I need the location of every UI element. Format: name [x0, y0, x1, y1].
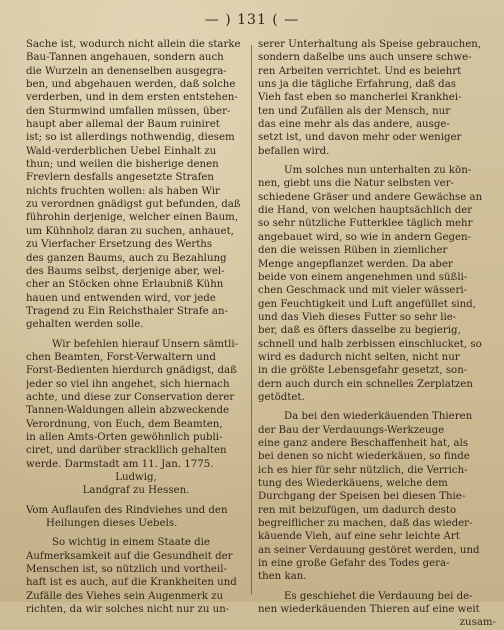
- text-line: und das Vieh dieses Futter so sehr lie-: [258, 311, 457, 323]
- text-line: des Baums selbst, derjenige aber, wel-: [26, 265, 225, 277]
- text-line: Es geschiehet die Verdauung bei de-: [284, 590, 473, 602]
- text-line: cher an Stöcken ohne Erlaubniß Kühn: [26, 279, 224, 291]
- text-line: Menschen ist, so nützlich und vortheil-: [26, 564, 227, 576]
- text-line: Da bei den wiederkäuenden Thieren: [284, 411, 473, 423]
- text-line: ren Arbeiten verrichtet. Und es beiehrt: [258, 65, 462, 77]
- text-line: beide von einem angenehmen und süßli-: [258, 271, 468, 283]
- text-line: Forst-Bedienten hierdurch gnädigst, daß: [26, 365, 237, 377]
- text-line: ich es hier für sehr nützlich, die Verrich-: [258, 464, 468, 476]
- text-line: Frevlern desfalls angesetzte Strafen: [26, 172, 214, 184]
- text-line: richten, da wir solches nicht nur zu un-: [26, 604, 230, 616]
- text-line: ten und Zufällen als der Mensch, nur: [258, 105, 451, 117]
- text-line: Sache ist, wodurch nicht allein die starke: [26, 39, 241, 50]
- text-line: Wald-verderblichen Uebel Einhalt zu: [26, 145, 217, 157]
- text-line: Vom Auflaufen des Rindviehes und den: [26, 504, 228, 516]
- text-line: um Kühnholz daran zu suchen, anhauet,: [26, 225, 234, 237]
- text-line: nen, giebt uns die Natur selbsten ver-: [258, 178, 454, 190]
- text-line: serer Unterhaltung als Speise gebrauchen,: [258, 39, 482, 50]
- text-line: den die weissen Rüben in ziemlicher: [258, 245, 448, 257]
- left-text-column: [26, 38, 246, 616]
- text-line: nichts fruchten wollen: als haben Wir: [26, 185, 220, 197]
- text-line: gehalten werden solle.: [26, 319, 144, 331]
- text-line: begreiflicher zu machen, daß das wieder-: [258, 518, 473, 530]
- text-line: jeder so viel ihn angehet, sich hiernach: [26, 378, 230, 390]
- text-line: der Bau der Verdauungs-Werkzeuge: [258, 424, 445, 436]
- text-line: uns ja die tägliche Erfahrung, daß das: [258, 79, 457, 91]
- text-line: Landgraf zu Hessen.: [82, 485, 190, 497]
- text-line: des ganzen Baums, auch zu Bezahlung: [26, 252, 227, 264]
- text-line: Durchgang der Speisen bei diesen Thie-: [258, 491, 466, 503]
- column-divider: [251, 45, 252, 594]
- text-line: Tannen-Waldungen allein abzweckende: [26, 405, 229, 417]
- text-line: Heilungen dieses Uebels.: [46, 518, 178, 530]
- text-line: nen wiederkäuenden Thieren auf eine weit: [258, 604, 480, 616]
- text-line: tung des Wiederkäuens, welche dem: [258, 478, 448, 489]
- text-line: Um solches nun unterhalten zu kön-: [284, 165, 472, 177]
- text-line: sondern daßelbe uns auch unsere schwe-: [258, 52, 472, 64]
- text-line: Tragend zu Ein Reichsthaler Strafe an-: [26, 305, 228, 317]
- text-line: die Hand, von welchen hauptsächlich der: [258, 205, 473, 217]
- text-line: Wir befehlen hierauf Unsern sämtli-: [52, 338, 239, 350]
- text-line: gen Feuchtigkeit und Luft angefüllet sind,: [258, 298, 476, 310]
- text-line: zu verordnen gnädigst gut befunden, daß: [26, 199, 241, 211]
- text-line: eine ganz andere Beschaffenheit hat, als: [258, 437, 469, 449]
- text-line: in eine große Gefahr des Todes gera-: [258, 558, 450, 570]
- text-line: in allen Amts-Orten gewöhnlich publi-: [26, 431, 223, 443]
- text-line: in die größte Lebensgefahr gesetzt, son-: [258, 365, 468, 377]
- text-line: an seiner Verdauung gestöret werden, und: [258, 544, 480, 556]
- text-line: hauen und entwenden wird, vor jede: [26, 292, 216, 304]
- text-line: schiedene Gräser und andere Gewächse an: [258, 191, 483, 203]
- text-line: so sehr nützliche Futterklee täglich mehr: [258, 218, 473, 230]
- text-line: Menge angepflanzet werden. Da aber: [258, 258, 453, 270]
- text-line: befallen wird.: [258, 145, 330, 157]
- text-line: führohin derjenige, welcher einen Baum,: [26, 212, 239, 224]
- text-line: Verordnung, von Euch, dem Beamten,: [26, 418, 223, 430]
- text-line: werde. Darmstadt am 11. Jan. 1775.: [26, 458, 214, 470]
- right-text-column: [258, 38, 496, 630]
- text-line: ren mit beizufügen, um dadurch desto: [258, 504, 457, 516]
- text-line: den Sturmwind umfallen müssen, über-: [26, 105, 231, 117]
- text-line: Bau-Tannen angehauen, sondern auch: [26, 52, 224, 64]
- text-line: chen Beamten, Forst-Verwaltern und: [26, 351, 216, 363]
- text-line: Ludwig,: [115, 472, 157, 483]
- text-line: angebauet wird, so wie in andern Gegen-: [258, 231, 472, 243]
- text-line: setzt ist, und davon mehr oder weniger: [258, 132, 462, 144]
- text-line: käuende Vieh, auf eine sehr leichte Art: [258, 531, 460, 543]
- page-number: — ) 131 ( —: [204, 12, 300, 28]
- text-line: Aufmerksamkeit auf die Gesundheit der: [26, 550, 233, 562]
- text-line: ben, und abgehauen werden, daß solche: [26, 79, 236, 91]
- text-line: Zufälle des Viehes sein Augenmerk zu: [26, 590, 224, 602]
- text-line: dern auch durch ein schnelles Zerplatzen: [258, 378, 473, 390]
- text-line: bei denen so nicht wiederkäuen, so finde: [258, 451, 470, 463]
- text-line: ist; so ist allerdings nothwendig, diesem: [26, 132, 235, 144]
- text-line: then kan.: [258, 571, 307, 583]
- text-line: verderben, und in dem ersten entstehen-: [26, 92, 238, 104]
- text-line: getödtet.: [258, 391, 305, 403]
- text-line: So wichtig in einem Staate die: [52, 537, 210, 549]
- text-line: haupt aber allemal der Baum ruiniret: [26, 119, 220, 131]
- text-line: zusam-: [459, 617, 496, 629]
- text-line: haft ist es auch, auf die Krankheiten und: [26, 577, 237, 589]
- text-line: das eine mehr als das andere, ausge-: [258, 119, 450, 131]
- text-line: schnell und halb zerbissen einschlucket, so: [258, 338, 482, 350]
- text-line: achte, und diese zur Conservation derer: [26, 391, 235, 403]
- text-line: ciret, und darüber strackllich gehalten: [26, 445, 227, 457]
- text-line: chen Geschmack und mit vieler wässeri-: [258, 285, 468, 297]
- text-line: die Wurzeln an denenselben ausgegra-: [26, 65, 227, 77]
- text-line: Vieh fast eben so mancherlei Krankhei-: [258, 92, 462, 104]
- text-line: wird es dadurch nicht selten, nicht nur: [258, 351, 460, 363]
- text-line: ber, daß es öfters dasselbe zu begierig,: [258, 325, 461, 337]
- text-line: zu Vierfacher Ersetzung des Werths: [26, 239, 213, 251]
- text-line: thun; und weilen die bisherige denen: [26, 159, 219, 171]
